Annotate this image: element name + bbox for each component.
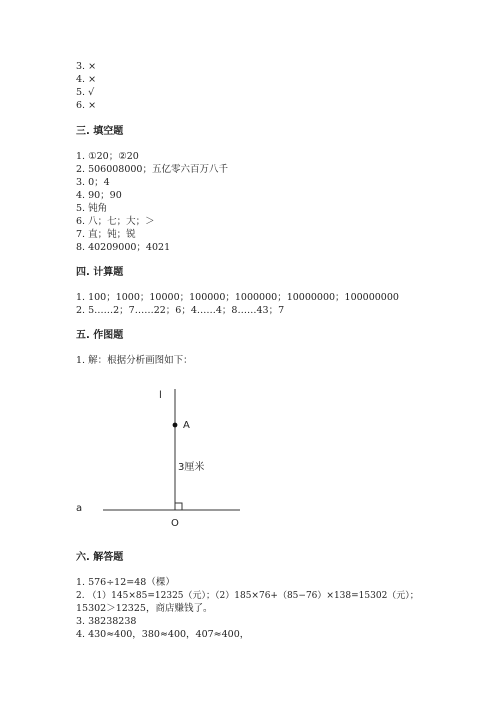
fill-answer-5: 5. 钝角 [76,203,108,214]
label-A: A [183,420,190,431]
draw-intro: 1. 解：根据分析画图如下： [76,355,193,366]
solve-answer-1: 1. 576÷12=48（棵） [76,577,175,588]
calc-answer-2: 2. 5……2；7……22；6；4……4；8……43；7 [76,305,285,316]
solve-answer-2-cont: 15302＞12325，商店赚钱了。 [76,603,213,614]
fill-answer-3: 3. 0；4 [76,177,110,188]
judge-answer-3: 3. × [76,61,97,72]
solve-heading: 六. 解答题 [76,552,124,563]
label-length: 3厘米 [178,462,205,473]
calc-answer-1: 1. 100；1000；10000；100000；1000000；10000000；100000000 [76,292,399,303]
right-angle-mark [175,503,182,510]
solve-answer-4: 4. 430≈400，380≈400，407≈400， [76,629,250,640]
draw-heading: 五. 作图题 [76,330,124,341]
fill-answer-6: 6. 八；七；大；＞ [76,216,155,227]
judge-answer-5: 5. √ [76,87,95,98]
label-a: a [76,503,83,514]
fill-answer-7: 7. 直；钝；锐 [76,229,136,240]
fill-heading: 三. 填空题 [76,126,124,137]
label-l: l [159,390,162,401]
judge-answer-6: 6. × [76,100,97,111]
solve-answer-2: 2. （1）145×85=12325（元）；（2）185×76+（85−76）×138=15302（元）； [76,591,419,601]
fill-answer-8: 8. 40209000；4021 [76,242,171,253]
fill-answer-2: 2. 506008000；五亿零六百万八千 [76,164,228,175]
label-O: O [171,518,179,529]
solve-answer-3: 3. 38238238 [76,616,137,627]
judge-answer-4: 4. × [76,74,97,85]
calc-heading: 四. 计算题 [76,267,124,278]
fill-answer-4: 4. 90；90 [76,190,122,201]
point-A [173,423,178,428]
fill-answer-1: 1. ①20；②20 [76,151,139,162]
